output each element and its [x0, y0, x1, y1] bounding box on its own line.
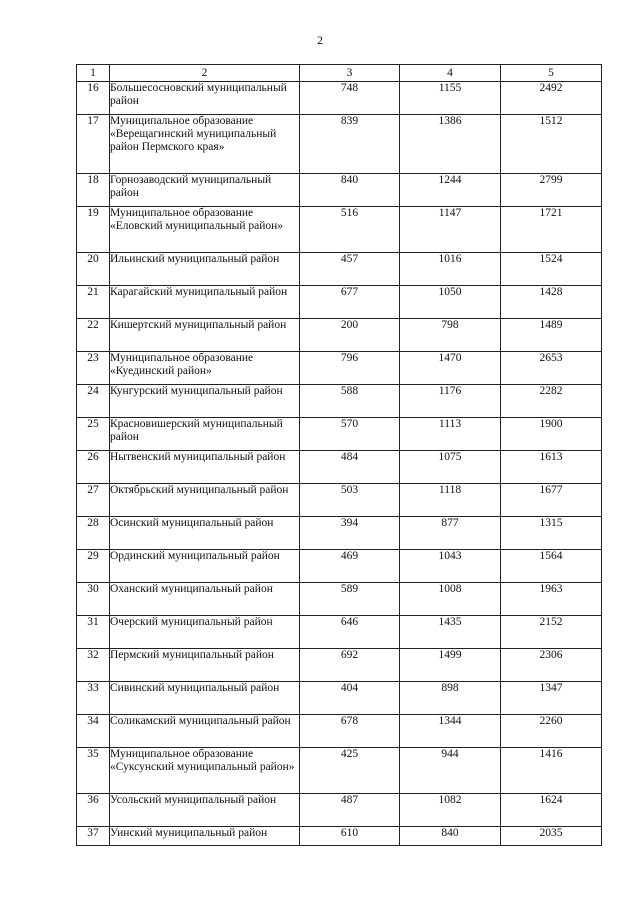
column-4-value-cell: 1470: [400, 352, 501, 385]
column-3-value-cell: 588: [300, 385, 400, 418]
table-row: [77, 115, 602, 174]
column-5-value-cell: 1900: [501, 418, 602, 451]
column-3-value-cell: 469: [300, 550, 400, 583]
column-3-value-cell: 677: [300, 286, 400, 319]
row-number-cell: 32: [77, 649, 110, 682]
column-header-1: 1: [77, 65, 110, 82]
row-number-cell: 28: [77, 517, 110, 550]
column-4-value-cell: 898: [400, 682, 501, 715]
column-header-5: 5: [501, 65, 602, 82]
column-5-value-cell: 2653: [501, 352, 602, 385]
table-row: [77, 748, 602, 794]
column-4-value-cell: 877: [400, 517, 501, 550]
column-5-value-cell: 1416: [501, 748, 602, 794]
column-4-value-cell: 1176: [400, 385, 501, 418]
table-row: [77, 550, 602, 583]
column-header-2: 2: [110, 65, 300, 82]
column-3-value-cell: 692: [300, 649, 400, 682]
table-row: [77, 286, 602, 319]
row-number-cell: 19: [77, 207, 110, 253]
column-3-value-cell: 646: [300, 616, 400, 649]
row-number-cell: 23: [77, 352, 110, 385]
row-number-cell: 36: [77, 794, 110, 827]
column-5-value-cell: 1489: [501, 319, 602, 352]
table-row: [77, 418, 602, 451]
row-number-cell: 26: [77, 451, 110, 484]
row-number-cell: 33: [77, 682, 110, 715]
column-4-value-cell: 1244: [400, 174, 501, 207]
column-3-value-cell: 425: [300, 748, 400, 794]
district-name-cell: Очерский муниципальный район: [110, 616, 300, 649]
district-name-cell: Кунгурский муниципальный район: [110, 385, 300, 418]
row-number-cell: 25: [77, 418, 110, 451]
table-row: [77, 517, 602, 550]
column-4-value-cell: 1050: [400, 286, 501, 319]
district-name-cell: Муниципальное образование «Суксунский муниципальный район»: [110, 748, 300, 794]
table-row: [77, 352, 602, 385]
table-row: [77, 253, 602, 286]
district-name-cell: Красновишерский муниципальный район: [110, 418, 300, 451]
table-row: [77, 82, 602, 115]
column-3-value-cell: 840: [300, 174, 400, 207]
district-name-cell: Усольский муниципальный район: [110, 794, 300, 827]
column-3-value-cell: 570: [300, 418, 400, 451]
column-3-value-cell: 200: [300, 319, 400, 352]
row-number-cell: 20: [77, 253, 110, 286]
row-number-cell: 16: [77, 82, 110, 115]
district-name-cell: Горнозаводский муниципальный район: [110, 174, 300, 207]
district-name-cell: Муниципальное образование «Еловский муниципальный район»: [110, 207, 300, 253]
district-name-cell: Муниципальное образование «Верещагинский муниципальный район Пермского края»: [110, 115, 300, 174]
district-name-cell: Карагайский муниципальный район: [110, 286, 300, 319]
column-5-value-cell: 1524: [501, 253, 602, 286]
row-number-cell: 35: [77, 748, 110, 794]
column-4-value-cell: 944: [400, 748, 501, 794]
district-name-cell: Муниципальное образование «Куединский район»: [110, 352, 300, 385]
column-5-value-cell: 2282: [501, 385, 602, 418]
table-row: [77, 451, 602, 484]
column-4-value-cell: 1435: [400, 616, 501, 649]
table-row: [77, 484, 602, 517]
district-name-cell: Оханский муниципальный район: [110, 583, 300, 616]
district-name-cell: Уинский муниципальный район: [110, 827, 300, 846]
table-row: [77, 649, 602, 682]
column-5-value-cell: 2152: [501, 616, 602, 649]
district-name-cell: Осинский муниципальный район: [110, 517, 300, 550]
column-4-value-cell: 1113: [400, 418, 501, 451]
district-name-cell: Ординский муниципальный район: [110, 550, 300, 583]
table-row: [77, 715, 602, 748]
row-number-cell: 30: [77, 583, 110, 616]
column-4-value-cell: 1344: [400, 715, 501, 748]
table-body: [77, 82, 602, 846]
column-3-value-cell: 487: [300, 794, 400, 827]
table-row: [77, 794, 602, 827]
row-number-cell: 34: [77, 715, 110, 748]
column-5-value-cell: 2799: [501, 174, 602, 207]
table-row: [77, 319, 602, 352]
row-number-cell: 17: [77, 115, 110, 174]
column-3-value-cell: 748: [300, 82, 400, 115]
column-5-value-cell: 1315: [501, 517, 602, 550]
column-3-value-cell: 516: [300, 207, 400, 253]
table-row: [77, 207, 602, 253]
column-4-value-cell: 1155: [400, 82, 501, 115]
district-name-cell: Большесосновский муниципальный район: [110, 82, 300, 115]
column-3-value-cell: 610: [300, 827, 400, 846]
district-name-cell: Соликамский муниципальный район: [110, 715, 300, 748]
table-row: [77, 174, 602, 207]
column-4-value-cell: 1043: [400, 550, 501, 583]
column-3-value-cell: 839: [300, 115, 400, 174]
column-4-value-cell: 1008: [400, 583, 501, 616]
header-row: [77, 65, 602, 82]
row-number-cell: 21: [77, 286, 110, 319]
column-3-value-cell: 457: [300, 253, 400, 286]
column-5-value-cell: 1613: [501, 451, 602, 484]
column-4-value-cell: 1016: [400, 253, 501, 286]
district-name-cell: Кишертский муниципальный район: [110, 319, 300, 352]
column-5-value-cell: 2306: [501, 649, 602, 682]
column-3-value-cell: 484: [300, 451, 400, 484]
column-3-value-cell: 404: [300, 682, 400, 715]
data-table: [76, 64, 602, 846]
column-4-value-cell: 1499: [400, 649, 501, 682]
district-name-cell: Ильинский муниципальный район: [110, 253, 300, 286]
column-4-value-cell: 798: [400, 319, 501, 352]
district-name-cell: Пермский муниципальный район: [110, 649, 300, 682]
district-name-cell: Октябрьский муниципальный район: [110, 484, 300, 517]
table-row: [77, 385, 602, 418]
row-number-cell: 37: [77, 827, 110, 846]
column-5-value-cell: 2035: [501, 827, 602, 846]
column-3-value-cell: 503: [300, 484, 400, 517]
column-3-value-cell: 394: [300, 517, 400, 550]
column-4-value-cell: 1147: [400, 207, 501, 253]
table-row: [77, 682, 602, 715]
row-number-cell: 29: [77, 550, 110, 583]
column-4-value-cell: 1082: [400, 794, 501, 827]
column-4-value-cell: 1386: [400, 115, 501, 174]
column-3-value-cell: 589: [300, 583, 400, 616]
column-5-value-cell: 2492: [501, 82, 602, 115]
column-5-value-cell: 1512: [501, 115, 602, 174]
table-row: [77, 616, 602, 649]
table-row: [77, 583, 602, 616]
column-4-value-cell: 1118: [400, 484, 501, 517]
row-number-cell: 22: [77, 319, 110, 352]
column-5-value-cell: 1721: [501, 207, 602, 253]
district-name-cell: Нытвенский муниципальный район: [110, 451, 300, 484]
row-number-cell: 24: [77, 385, 110, 418]
column-5-value-cell: 1963: [501, 583, 602, 616]
column-5-value-cell: 2260: [501, 715, 602, 748]
column-3-value-cell: 678: [300, 715, 400, 748]
column-header-3: 3: [300, 65, 400, 82]
column-3-value-cell: 796: [300, 352, 400, 385]
district-name-cell: Сивинский муниципальный район: [110, 682, 300, 715]
column-header-4: 4: [400, 65, 501, 82]
column-5-value-cell: 1347: [501, 682, 602, 715]
row-number-cell: 18: [77, 174, 110, 207]
column-5-value-cell: 1428: [501, 286, 602, 319]
row-number-cell: 31: [77, 616, 110, 649]
column-4-value-cell: 840: [400, 827, 501, 846]
row-number-cell: 27: [77, 484, 110, 517]
table-row: [77, 827, 602, 846]
column-5-value-cell: 1564: [501, 550, 602, 583]
column-5-value-cell: 1677: [501, 484, 602, 517]
column-4-value-cell: 1075: [400, 451, 501, 484]
column-5-value-cell: 1624: [501, 794, 602, 827]
page-number: 2: [317, 33, 323, 47]
